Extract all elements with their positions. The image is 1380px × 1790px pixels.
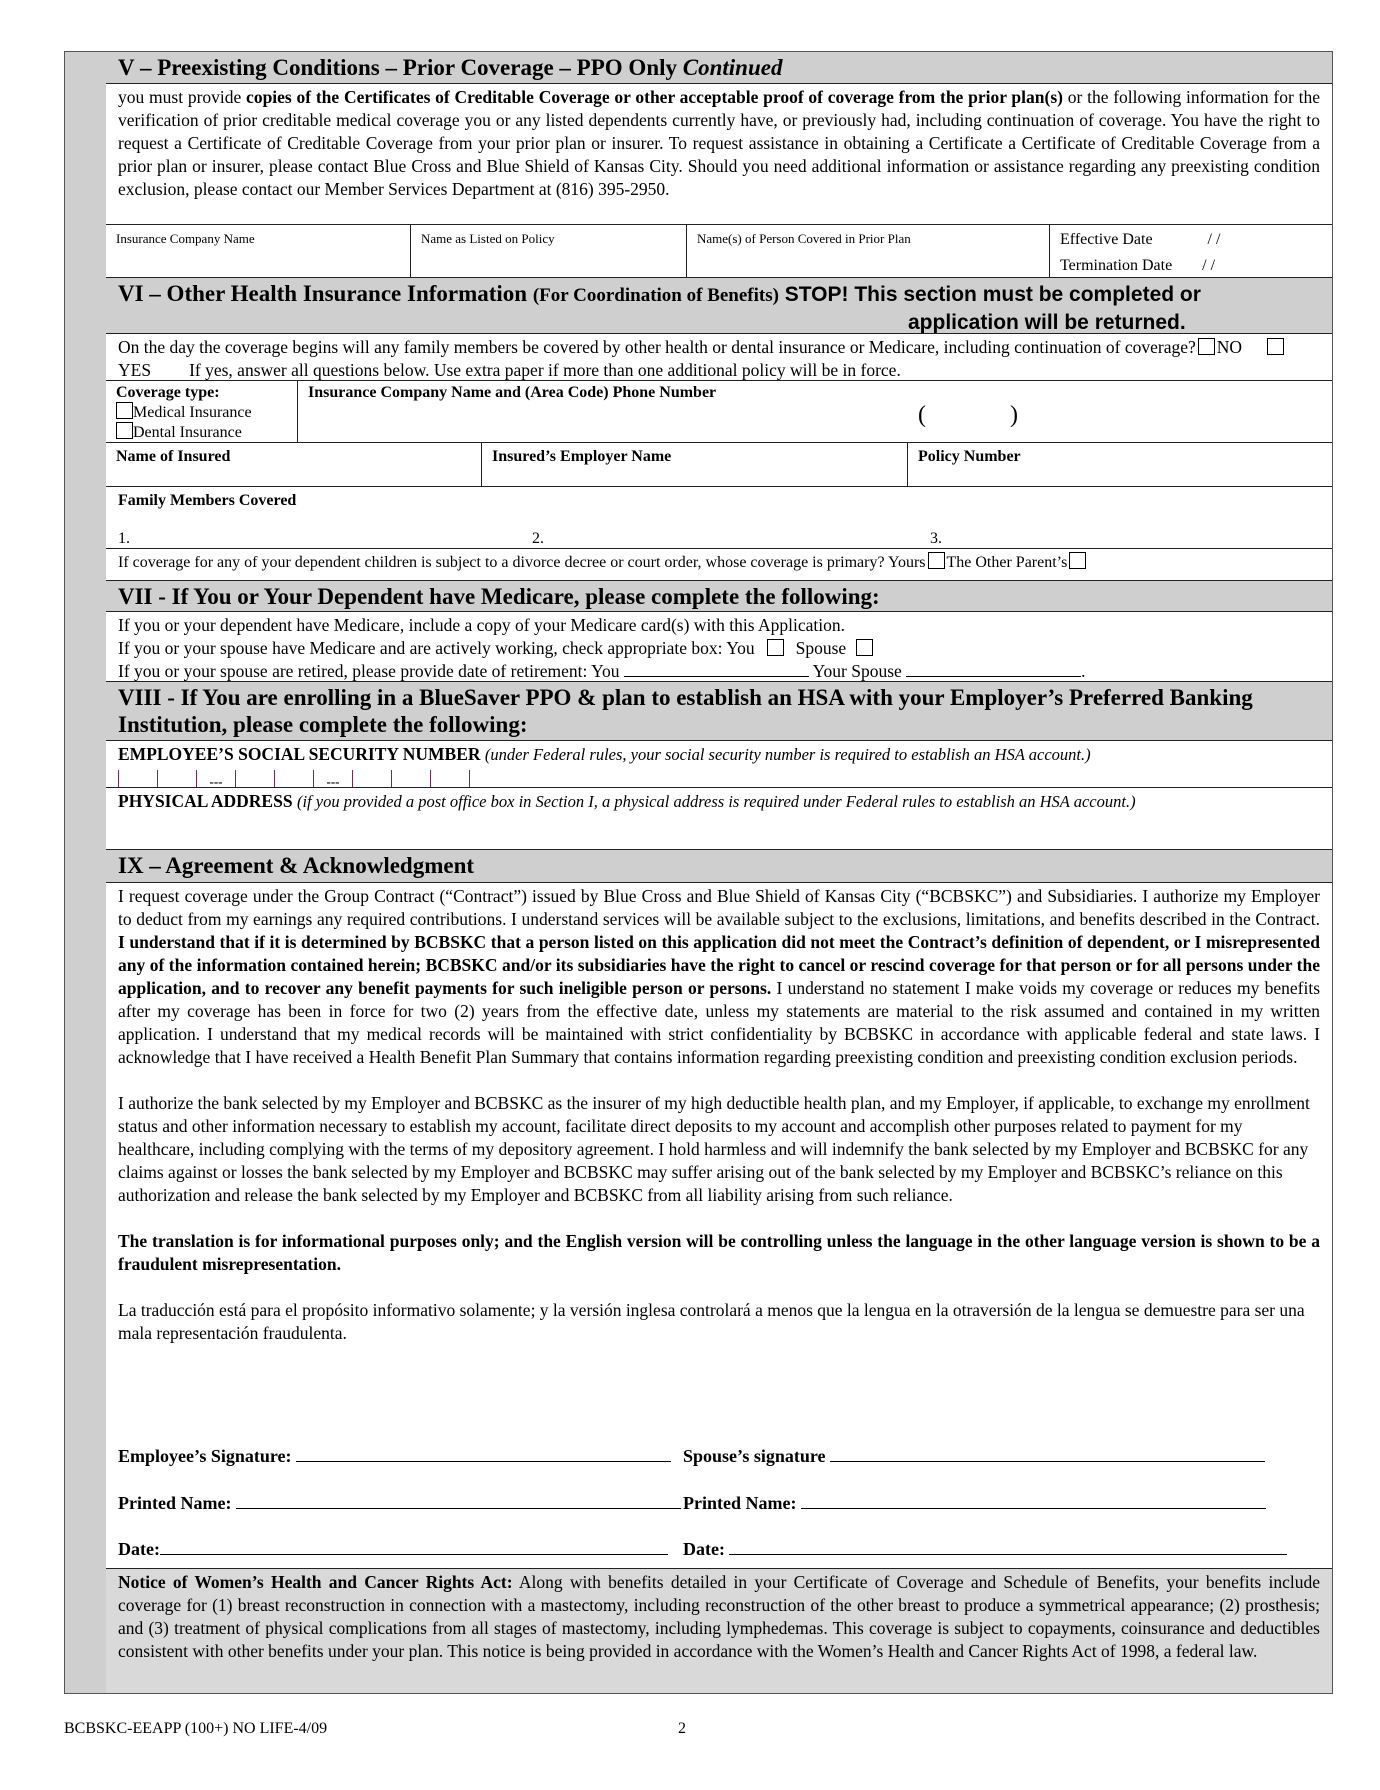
line: If you or your spouse have Medicare and are actively working, check appropriate box: You xyxy=(118,638,755,658)
name-of-insured-field[interactable] xyxy=(106,443,481,486)
text: I understand no statement I make voids my coverage or reduces my benefits after my coverage has been in force for two (2) years from the effective date, unless my statements are material to the risk assumed and contained in my written application. I understand that my medical records will be maintained with strict confidentiality by BCBSKC in accordance with applicable federal and state laws. I acknowledge that I have received a Health Benefit Plan Summary that contains information regarding preexisting condition and preexisting condition exclusion periods. xyxy=(118,978,1321,1067)
termination-date-label: Termination Date xyxy=(1060,257,1173,274)
insured-row xyxy=(106,443,1332,487)
dates-field[interactable] xyxy=(1049,225,1332,277)
employee-signature-field[interactable] xyxy=(296,1445,671,1462)
section-vi-header xyxy=(106,278,1332,334)
section-viii-header xyxy=(106,682,1332,741)
employee-printed-name-field[interactable] xyxy=(236,1492,681,1509)
yes-checkbox[interactable] xyxy=(1267,338,1284,355)
phone-parens: ( ) xyxy=(918,402,1018,428)
spouse-date-field[interactable] xyxy=(729,1538,1287,1555)
label: Insured’s Employer Name xyxy=(492,448,672,465)
spouse-checkbox[interactable] xyxy=(856,639,873,656)
page-number: 2 xyxy=(678,1720,686,1737)
physical-address-field[interactable] xyxy=(106,788,1332,850)
divorce-question xyxy=(106,549,1332,581)
medicare-section: If you or your dependent have Medicare, include a copy of your Medicare card(s) with this Application. If you or your spouse have Medicare and are actively working, check appropriate box: You Spouse If you or your spouse are retired, please provide date of retirement: You Your Spouse . xyxy=(106,612,1332,682)
line: If you or your dependent have Medicare, include a copy of your Medicare card(s) with this Application. xyxy=(118,615,845,635)
employee-date-label: Date: xyxy=(118,1539,160,1559)
member-2: 2. xyxy=(532,530,544,547)
spouse-date-label: Date: xyxy=(683,1539,725,1559)
employee-date-field[interactable] xyxy=(160,1538,668,1555)
policy-number-field[interactable] xyxy=(907,443,1332,486)
no-label: NO xyxy=(1216,337,1243,357)
yours-checkbox[interactable] xyxy=(928,552,945,569)
section-subtitle: (For Coordination of Benefits) xyxy=(532,285,779,306)
member-3: 3. xyxy=(930,530,942,547)
other-parent-label: The Other Parent’s xyxy=(946,554,1068,571)
section-v-text xyxy=(106,84,1332,225)
medical-checkbox[interactable] xyxy=(116,402,133,419)
name-on-policy-field[interactable] xyxy=(410,225,686,277)
persons-covered-field[interactable] xyxy=(686,225,1049,277)
spouse-signature-label: Spouse’s signature xyxy=(683,1446,826,1466)
medical-label: Medical Insurance xyxy=(133,404,252,421)
question: On the day the coverage begins will any family members be covered by other health or dental insurance or Medicare, including continuation of coverage? xyxy=(118,337,1196,357)
section-vii-header xyxy=(106,581,1332,612)
section-v-header xyxy=(106,52,1332,84)
spouse-printed-name-field[interactable] xyxy=(801,1492,1266,1509)
family-members-field[interactable] xyxy=(106,487,1332,549)
address-label: PHYSICAL ADDRESS xyxy=(118,791,297,811)
translation-notice-es: La traducción está para el propósito informativo solamente; y la versión inglesa controlará a menos que la lengua en la otraversión de la lengua se demuestre para ser una mala representación fraudulenta. xyxy=(118,1300,1305,1343)
stop-warning-2: application will be returned. xyxy=(908,311,1186,334)
instruction: If yes, answer all questions below. Use extra paper if more than one additional policy will be in force. xyxy=(189,360,901,380)
employee-signature-label: Employee’s Signature: xyxy=(118,1446,292,1466)
other-parent-checkbox[interactable] xyxy=(1069,552,1086,569)
label: Insurance Company Name xyxy=(116,231,255,246)
agreement-section xyxy=(106,883,1332,1569)
spouse-label: Spouse xyxy=(795,638,847,658)
form-frame xyxy=(64,51,1333,1694)
termination-date-input[interactable]: / / xyxy=(1202,257,1216,274)
address-note: (if you provided a post office box in Section I, a physical address is required under Federal rules to establish an HSA account.) xyxy=(296,792,1136,811)
bank-authorization: I authorize the bank selected by my Employer and BCBSKC as the insurer of my high deductible health plan, and my Employer, if applicable, to exchange my enrollment status and other information necessary to establish my account, facilitate direct deposits to my account and accomplish other purposes related to payment for my healthcare, including complying with the terms of my depository agreement. I hold harmless and will indemnify the bank selected by my Employer and BCBSKC for any claims against or losses the bank selected by my Employer and BCBSKC may suffer arising out of the bank selected by my Employer and BCBSKC’s reliance on this authorization and release the bank selected by my Employer and BCBSKC from all liability arising from such reliance. xyxy=(118,1093,1310,1205)
section-title: V – Preexisting Conditions – Prior Coverage – PPO Only xyxy=(118,55,683,80)
label: Name of Insured xyxy=(116,448,231,465)
dental-label: Dental Insurance xyxy=(133,424,242,441)
insurance-company-phone-field[interactable] xyxy=(297,381,1332,442)
section-title: VI – Other Health Insurance Information xyxy=(118,281,533,306)
text: or the following information for the verification of prior creditable medical coverage you or any listed dependents currently have, or previously had, including continuation of coverage. You have the right to request a Certificate of Creditable Coverage from your prior plan or insurer. To request assistance in obtaining a Certificate a Certificate of Creditable Coverage from a prior plan or insurer, please contact Blue Cross and Blue Shield of Kansas City. Should you need additional information or assistance regarding any preexisting condition exclusion, please contact our Member Services Department at (816) 395-2950. xyxy=(118,87,1320,199)
spouse-retirement-date[interactable] xyxy=(906,660,1081,677)
form-id: BCBSKC-EEAPP (100+) NO LIFE-4/09 xyxy=(64,1720,328,1737)
no-checkbox[interactable] xyxy=(1198,338,1215,355)
notice-text: Along with benefits detailed in your Certificate of Coverage and Schedule of Benefits, your benefits include coverage for (1) breast reconstruction in connection with a mastectomy, including reconstruction of the other breast to produce a symmetrical appearance; (2) prosthesis; and (3) treatment of physical complications from all stages of mastectomy, including lymphedemas. This coverage is subject to copayments, coinsurance and deductibles consistent with other benefits under your plan. This notice is being provided in accordance with the Women’s Health and Cancer Rights Act of 1998, a federal law. xyxy=(118,1572,1320,1661)
womens-health-notice xyxy=(106,1569,1332,1693)
section-title: VIII - If You are enrolling in a BlueSaver PPO & plan to establish an HSA with your Employer’s Preferred Banking Institution, please complete the following: xyxy=(118,685,1253,737)
text: you must provide xyxy=(118,87,247,107)
employee-printed-name-label: Printed Name: xyxy=(118,1493,232,1513)
label: Policy Number xyxy=(918,448,1021,465)
your-spouse-label: Your Spouse xyxy=(812,661,902,681)
you-retirement-date[interactable] xyxy=(624,660,809,677)
text: I request coverage under the Group Contract (“Contract”) issued by Blue Cross and Blue Shield of Kansas City (“BCBSKC”) and Subsidiaries. I authorize my Employer to deduct from my earnings any required contributions. I understand services will be available subject to the exclusions, limitations, and benefits described in the Contract. xyxy=(118,886,1320,929)
stop-warning: STOP! This section must be completed or xyxy=(784,283,1201,306)
spouse-printed-name-label: Printed Name: xyxy=(683,1493,797,1513)
translation-notice: The translation is for informational purposes only; and the English version will be controlling unless the language in the other language version is shown to be a fraudulent misrepresentation. xyxy=(118,1231,1320,1274)
text-bold: copies of the Certificates of Creditable Coverage or other acceptable proof of coverage from the prior plan(s) xyxy=(246,87,1063,107)
line: If you or your spouse are retired, please provide date of retirement: You xyxy=(118,661,620,681)
you-checkbox[interactable] xyxy=(767,639,784,656)
prior-coverage-table xyxy=(106,225,1332,278)
label: Name as Listed on Policy xyxy=(421,231,555,246)
ssn-input[interactable]: --- --- xyxy=(118,766,1320,788)
other-coverage-question xyxy=(106,334,1332,381)
section-title: VII - If You or Your Dependent have Medicare, please complete the following: xyxy=(118,584,880,609)
label: Insurance Company Name and (Area Code) Phone Number xyxy=(308,384,717,401)
yes-label: YES xyxy=(118,360,152,380)
member-1: 1. xyxy=(118,530,130,547)
coverage-type-row xyxy=(106,381,1332,443)
section-ix-header xyxy=(106,850,1332,883)
effective-date-label: Effective Date xyxy=(1060,231,1153,248)
effective-date-input[interactable]: / / xyxy=(1207,231,1221,248)
ssn-note: (under Federal rules, your social security number is required to establish an HSA account.) xyxy=(484,745,1091,764)
continued-label: Continued xyxy=(682,55,783,80)
coverage-type-label: Coverage type: xyxy=(116,384,220,401)
question: If coverage for any of your dependent children is subject to a divorce decree or court order, whose coverage is primary? Yours xyxy=(118,554,926,571)
text-bold: I understand that if it is determined by BCBSKC that a person listed on this application did not meet the Contract’s definition of dependent, or I misrepresented any of the information contained herein; BCBSKC and/or its subsidiaries have the right to cancel or rescind coverage for that person or for all persons under the application, and to recover any benefit payments for such ineligible person or persons. xyxy=(118,932,1320,998)
ssn-row xyxy=(106,741,1332,788)
section-title: IX – Agreement & Acknowledgment xyxy=(118,853,475,878)
spouse-signature-field[interactable] xyxy=(830,1445,1265,1462)
insurance-company-field[interactable] xyxy=(106,225,410,277)
employer-name-field[interactable] xyxy=(481,443,907,486)
label: Family Members Covered xyxy=(118,492,297,509)
ssn-label: EMPLOYEE’S SOCIAL SECURITY NUMBER xyxy=(118,744,485,764)
dental-checkbox[interactable] xyxy=(116,422,133,439)
label: Name(s) of Person Covered in Prior Plan xyxy=(697,231,911,246)
notice-title: Notice of Women’s Health and Cancer Rights Act: xyxy=(118,1572,513,1592)
